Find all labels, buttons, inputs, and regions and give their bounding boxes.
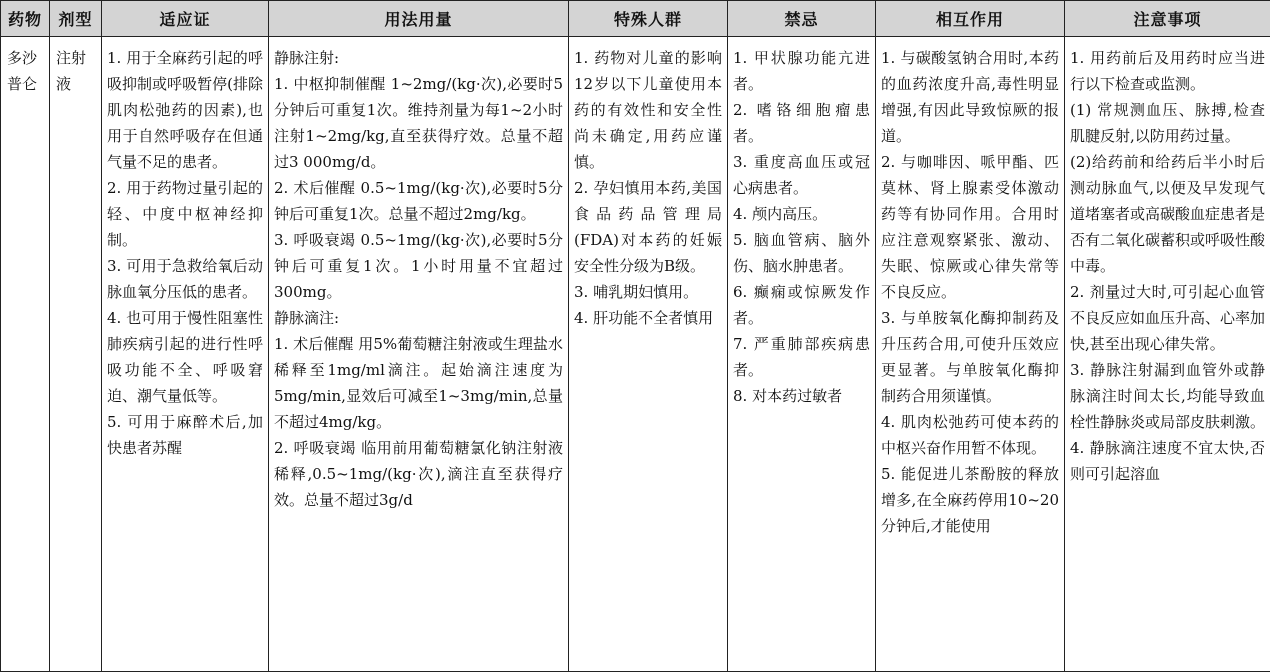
precaution-item: 1. 用药前后及用药时应当进行以下检查或监测。 [1070, 49, 1265, 93]
indication-item: 2. 用于药物过量引起的轻、中度中枢神经抑制。 [107, 179, 263, 249]
dosage-item: 2. 呼吸衰竭 临用前用葡萄糖氯化钠注射液稀释,0.5~1mg/(kg·次),滴注直至获得疗效。总量不超过3g/d [274, 439, 563, 509]
interaction-item: 2. 与咖啡因、哌甲酯、匹莫林、肾上腺素受体激动药等有协同作用。合用时应注意观察紧张、激动、失眠、惊厥或心律失常等不良反应。 [881, 153, 1059, 301]
contraindication-item: 8. 对本药过敏者 [733, 387, 843, 405]
interaction-item: 5. 能促进儿茶酚胺的释放增多,在全麻药停用10~20分钟后,才能使用 [881, 465, 1059, 535]
indication-item: 5. 可用于麻醉术后,加快患者苏醒 [107, 413, 263, 457]
header-indications: 适应证 [102, 1, 269, 37]
form-line: 液 [56, 75, 72, 93]
cell-special-populations [569, 37, 728, 672]
table-row [1, 37, 1270, 672]
contraindication-item: 7. 严重肺部疾病患者。 [733, 335, 870, 379]
special-population-item: 1. 药物对儿童的影响 12岁以下儿童使用本药的有效性和安全性尚未确定,用药应谨慎。 [574, 49, 722, 171]
contraindication-item: 5. 脑血管病、脑外伤、脑水肿患者。 [733, 231, 870, 275]
drug-name-line: 多沙 [7, 49, 38, 67]
dosage-item: 静脉滴注: [274, 309, 340, 327]
cell-dosage [269, 37, 569, 672]
special-population-item: 2. 孕妇慎用本药,美国食品药品管理局(FDA)对本药的妊娠安全性分级为B级。 [574, 179, 722, 275]
precaution-item: (1) 常规测血压、脉搏,检查肌腱反射,以防用药过量。 [1070, 101, 1265, 145]
form-line: 注射 [56, 49, 87, 67]
header-dosage: 用法用量 [269, 1, 569, 37]
precaution-item: 4. 静脉滴注速度不宜太快,否则可引起溶血 [1070, 439, 1265, 483]
interaction-item: 4. 肌肉松弛药可使本药的中枢兴奋作用暂不体现。 [881, 413, 1059, 457]
special-population-item: 4. 肝功能不全者慎用 [574, 309, 714, 327]
cell-interactions [876, 37, 1065, 672]
contraindication-item: 2. 嗜铬细胞瘤患者。 [733, 101, 870, 145]
contraindication-item: 1. 甲状腺功能亢进者。 [733, 49, 870, 93]
header-drug: 药物 [1, 1, 50, 37]
contraindication-item: 3. 重度高血压或冠心病患者。 [733, 153, 870, 197]
header-interactions: 相互作用 [876, 1, 1065, 37]
header-row [1, 1, 1270, 37]
precaution-item: 2. 剂量过大时,可引起心血管不良反应如血压升高、心率加快,甚至出现心律失常。 [1070, 283, 1266, 353]
precaution-item: 3. 静脉注射漏到血管外或静脉滴注时间太长,均能导致血栓性静脉炎或局部皮肤刺激。 [1070, 361, 1266, 431]
indication-item: 3. 可用于急救给氧后动脉血氧分压低的患者。 [107, 257, 263, 301]
cell-drug [1, 37, 50, 672]
contraindication-item: 4. 颅内高压。 [733, 205, 828, 223]
indication-item: 1. 用于全麻药引起的呼吸抑制或呼吸暂停(排除肌肉松弛药的因素),也用于自然呼吸存在但通气量不足的患者。 [107, 49, 263, 171]
header-precautions: 注意事项 [1065, 1, 1270, 37]
interaction-item: 1. 与碳酸氢钠合用时,本药的血药浓度升高,毒性明显增强,有因此导致惊厥的报道。 [881, 49, 1059, 145]
interaction-item: 3. 与单胺氧化酶抑制药及升压药合用,可使升压效应更显著。与单胺氧化酶抑制药合用须谨慎。 [881, 309, 1059, 405]
precaution-item: (2)给药前和给药后半小时后测动脉血气,以便及早发现气道堵塞者或高碳酸血症患者是否有二氧化碳蓄积或呼吸性酸中毒。 [1070, 153, 1266, 275]
cell-indications [102, 37, 269, 672]
header-contraindications: 禁忌 [728, 1, 876, 37]
drug-name-line: 普仑 [7, 75, 38, 93]
contraindication-item: 6. 癫痫或惊厥发作者。 [733, 283, 870, 327]
header-special-populations: 特殊人群 [569, 1, 728, 37]
dosage-item: 1. 中枢抑制催醒 1~2mg/(kg·次),必要时5分钟后可重复1次。维持剂量为每1~2小时注射1~2mg/kg,直至获得疗效。总量不超过3 000mg/d。 [274, 75, 563, 171]
dosage-item: 2. 术后催醒 0.5~1mg/(kg·次),必要时5分钟后可重复1次。总量不超过2mg/kg。 [274, 179, 563, 223]
special-population-item: 3. 哺乳期妇慎用。 [574, 283, 699, 301]
header-form: 剂型 [50, 1, 102, 37]
cell-precautions [1065, 37, 1270, 672]
cell-form [50, 37, 102, 672]
dosage-item: 1. 术后催醒 用5%葡萄糖注射液或生理盐水稀释至1mg/ml滴注。起始滴注速度为5mg/min,显效后可减至1~3mg/min,总量不超过4mg/kg。 [274, 335, 563, 431]
cell-contraindications [728, 37, 876, 672]
dosage-item: 3. 呼吸衰竭 0.5~1mg/(kg·次),必要时5分钟后可重复1次。1小时用量不宜超过300mg。 [274, 231, 563, 301]
indication-item: 4. 也可用于慢性阻塞性肺疾病引起的进行性呼吸功能不全、呼吸窘迫、潮气量低等。 [107, 309, 263, 405]
dosage-item: 静脉注射: [274, 49, 340, 67]
